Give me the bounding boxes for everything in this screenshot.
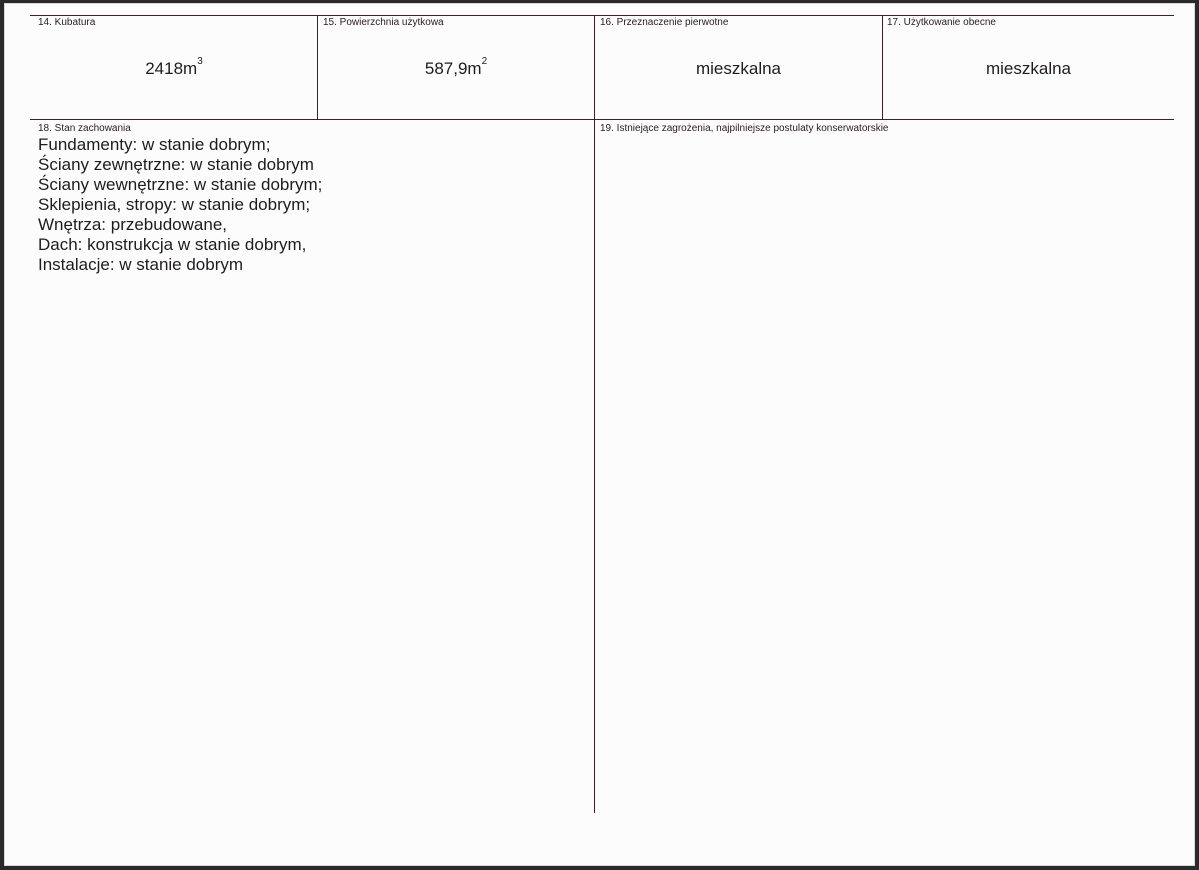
powierzchnia-exponent: 2 [481,56,488,67]
field-17-value: mieszkalna [985,59,1072,78]
field-18-label: 18. Stan zachowania [38,123,131,134]
field-15-label: 15. Powierzchnia użytkowa [323,17,444,28]
stan-line: Fundamenty: w stanie dobrym; [38,135,271,154]
top-rule [30,15,1174,16]
stan-line: Ściany zewnętrzne: w stanie dobrym [38,155,314,174]
stan-zachowania-text [38,135,322,275]
row-divider [30,119,1174,120]
stan-line: Ściany wewnętrzne: w stanie dobrym; [38,175,323,194]
powierzchnia-number: 587,9m [424,59,482,78]
field-19-label: 19. Istniejące zagrożenia, najpilniejsze postulaty konserwatorskie [600,123,889,134]
record-card [4,3,1195,866]
col-divider-center [594,15,595,813]
stan-line: Sklepienia, stropy: w stanie dobrym; [38,195,311,214]
field-17-label: 17. Użytkowanie obecne [887,17,996,28]
kubatura-number: 2418m [145,59,198,78]
field-16-label: 16. Przeznaczenie pierwotne [600,17,729,28]
field-15-value [318,56,594,78]
field-16-value: mieszkalna [695,59,782,78]
field-14-label: 14. Kubatura [38,17,96,28]
stan-line: Dach: konstrukcja w stanie dobrym, [38,235,307,254]
stan-line: Instalacje: w stanie dobrym [38,255,244,274]
stan-line: Wnętrza: przebudowane, [38,215,227,234]
kubatura-exponent: 3 [197,56,203,67]
field-14-value [31,56,317,78]
